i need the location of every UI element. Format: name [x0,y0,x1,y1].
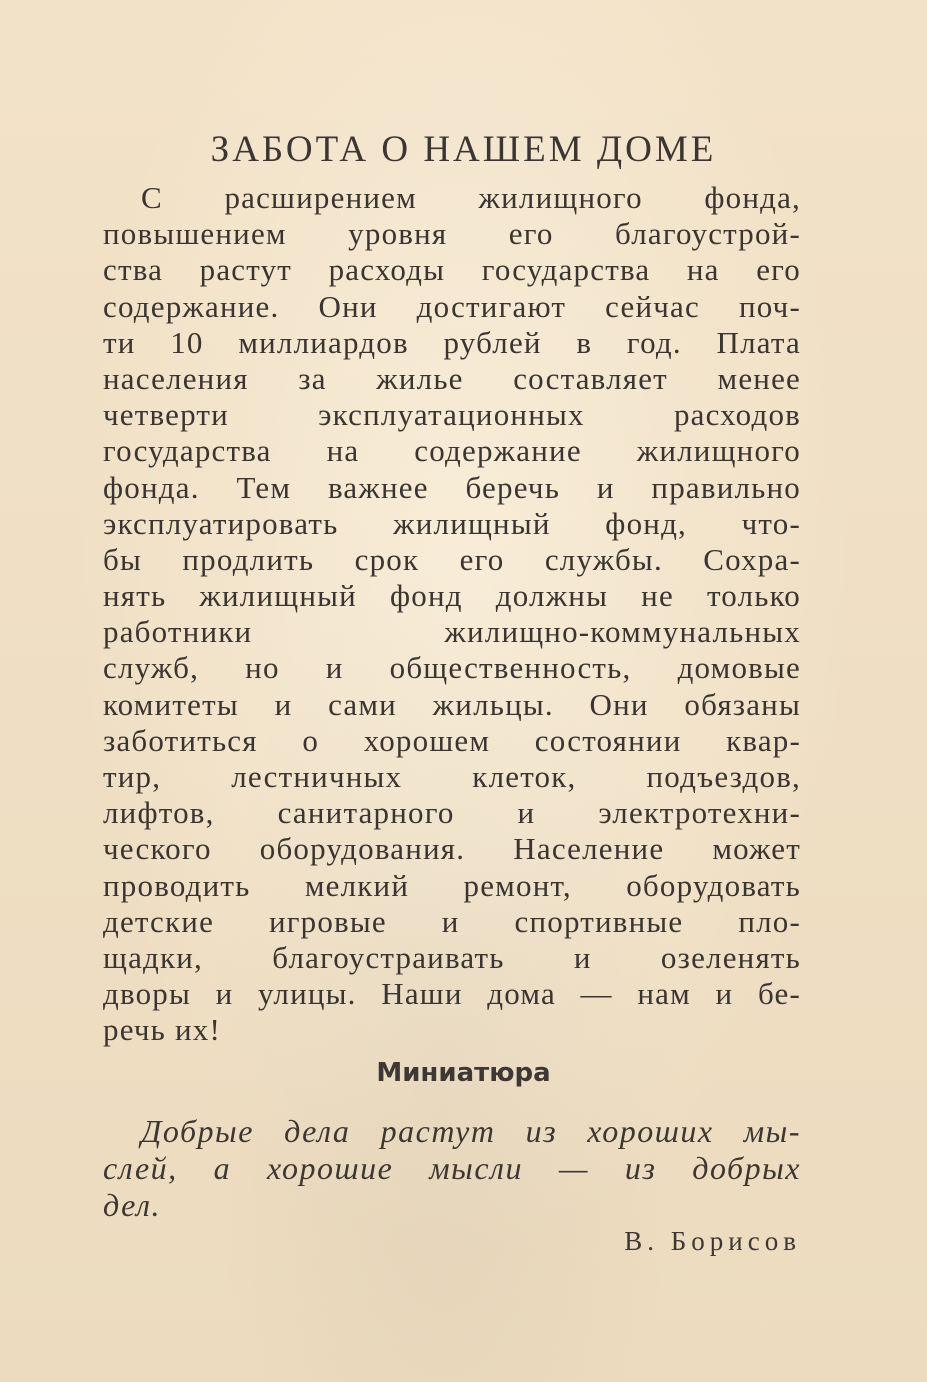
quote-line: Добрые дела растут из хороших мы- [141,1113,801,1149]
article-line: лифтов, санитарного и электротехни- [103,795,801,831]
quote-author: В. Борисов [624,1226,801,1256]
article-line: бы продлить срок его службы. Сохра- [103,541,801,577]
article-line: служб, но и общественность, домовые [103,650,801,686]
article-line: проводить мелкий ремонт, оборудовать [103,867,801,903]
article-line: речь их! [103,1012,221,1048]
article-line: повышением уровня его благоустрой- [103,216,801,252]
article-title: ЗАБОТА О НАШЕМ ДОМЕ [210,129,717,170]
article-line: нять жилищный фонд должны не только [103,578,801,614]
article-line: ства растут расходы государства на его [103,252,801,288]
article-line: четверти эксплуатационных расходов [103,397,801,433]
miniature-quote [103,1113,801,1224]
article-line: работники жилищно-коммунальных [103,614,801,650]
article-line: тир, лестничных клеток, подъездов, [103,759,801,794]
article-line: щадки, благоустраивать и озеленять [103,939,801,975]
article-line: комитеты и сами жильцы. Они обязаны [103,686,801,722]
article-line: дворы и улицы. Наши дома — нам и бе- [103,976,801,1012]
article-line: населения за жилье составляет менее [103,360,801,396]
quote-line: слей, а хорошие мысли — из добрых [103,1150,801,1186]
article-line: ческого оборудования. Население может [103,831,801,867]
article-line: содержание. Они достигают сейчас поч- [103,288,801,324]
article-line: С расширением жилищного фонда, [141,180,801,215]
article-line: ти 10 миллиардов рублей в год. Плата [103,324,801,360]
article-line: государства на содержание жилищного [103,433,801,469]
article-body [103,180,801,1049]
article-line: эксплуатировать жилищный фонд, что- [103,505,801,541]
miniature-heading: Миниатюра [376,1058,551,1088]
article-line: детские игровые и спортивные пло- [103,903,801,939]
quote-line: дел. [103,1187,161,1223]
article-line: фонда. Тем важнее беречь и правильно [103,469,801,505]
article-line: заботиться о хорошем состоянии квар- [103,722,801,758]
